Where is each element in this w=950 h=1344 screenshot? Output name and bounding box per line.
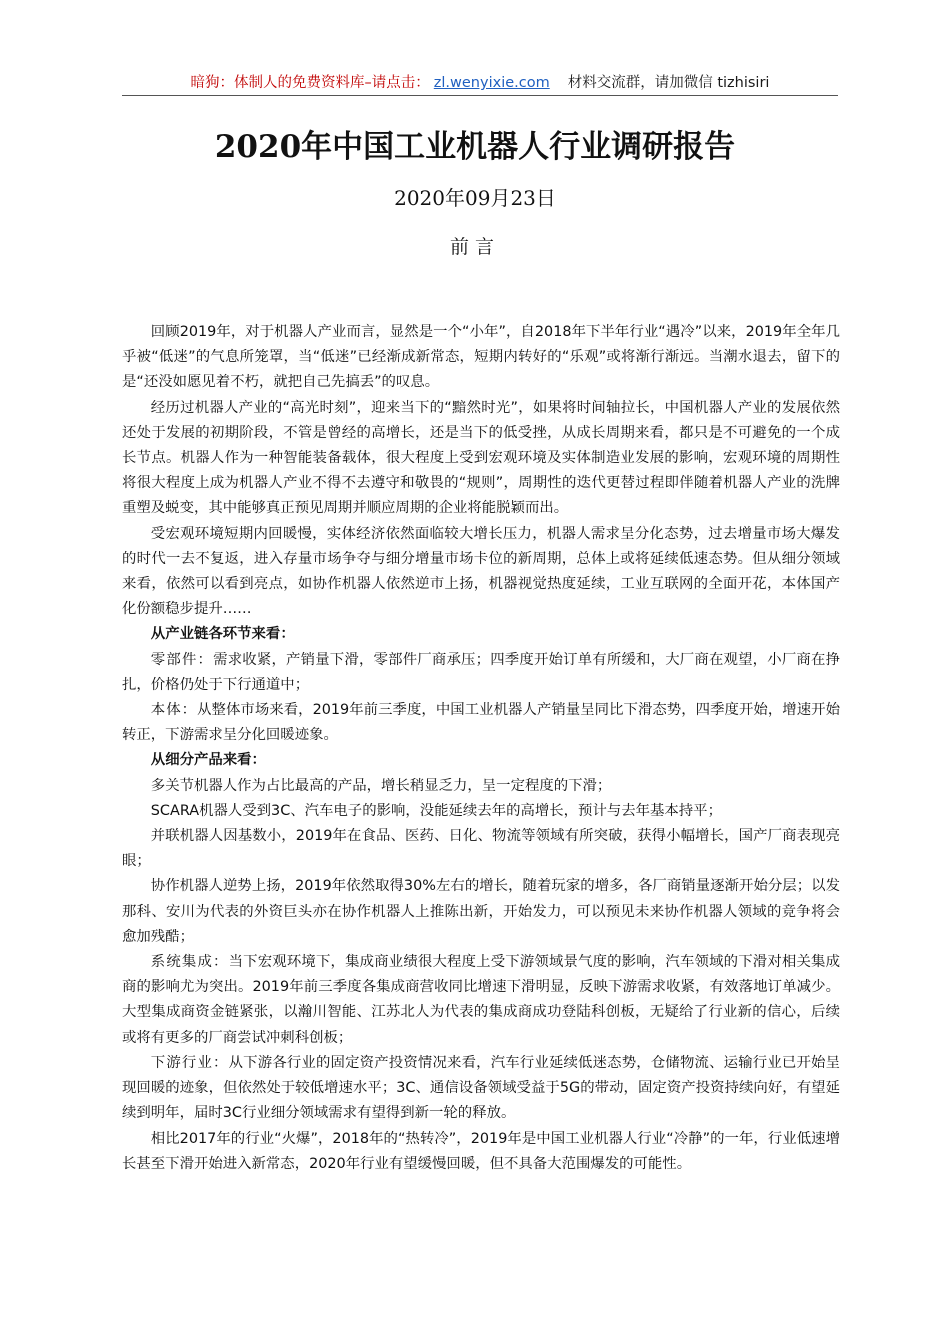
body-paragraph: 回顾2019年，对于机器人产业而言，显然是一个“小年”，自2018年下半年行业“遇冷”以来，2019年全年几乎被“低迷”的气息所笼罩，当“低迷”已经渐成新常态，短期内转好的“乐观”或将渐行渐远。当潮水退去，留下的是“还没如愿见着不朽，就把自己先搞丢”的叹息。 [122,324,840,391]
paragraph-label: 下游行业： [150,1054,229,1071]
header-brand: 暗狗：体制人的免费资料库 [190,75,365,91]
body-paragraph: 协作机器人逆势上扬，2019年依然取得30%左右的增长，随着玩家的增多，各厂商销量逐渐开始分层；以发那科、安川为代表的外资巨头亦在协作机器人上推陈出新，开始发力，可以预见未来协作机器人领域的竞争将会愈加残酷； [122,878,840,945]
paragraph-text: 需求收紧，产销量下滑，零部件厂商承压；四季度开始订单有所缓和，大厂商在观望，小厂商在挣扎，价格仍处于下行通道中； [122,651,840,693]
document-title: 2020年中国工业机器人行业调研报告 [214,129,736,165]
body-paragraph: 相比2017年的行业“火爆”，2018年的“热转冷”，2019年是中国工业机器人行业“冷静”的一年，行业低速增长甚至下滑开始进入新常态，2020年行业有望缓慢回暖，但不具备大范围爆发的可能性。 [122,1130,840,1172]
body-paragraph [122,1051,840,1127]
body-paragraph: 多关节机器人作为占比最高的产品，增长稍显乏力，呈一定程度的下滑； [150,777,612,794]
paragraph-text: 从整体市场来看，2019年前三季度，中国工业机器人产销量呈同比下滑态势，四季度开始，增速开始转正，下游需求呈分化回暖迹象。 [122,702,840,744]
paragraph-label: 本体： [150,702,198,719]
body-paragraph [122,698,840,748]
paragraph-text: 当下宏观环境下，集成商业绩很大程度上受下游领域景气度的影响，汽车领域的下滑对相关集成商的影响尤为突出。2019年前三季度各集成商营收同比增速下滑明显，反映下游需求收紧，有效落地订单减少。大型集成商资金链紧张，以瀚川智能、江苏北人为代表的集成商成功登陆科创板，无疑给了行业新的信心，后续或将有更多的厂商尝试冲刺科创板； [122,954,840,1046]
page-header [122,72,838,94]
document-date: 2020年09月23日 [394,186,556,210]
document-body [122,320,840,1177]
body-paragraph [122,648,840,698]
preface-heading: 前言 [449,236,500,258]
header-prompt: –请点击： [364,75,430,91]
section-heading: 从产业链各环节来看： [150,626,295,643]
body-paragraph: SCARA机器人受到3C、汽车电子的影响，没能延续去年的高增长，预计与去年基本持平； [150,802,722,819]
body-paragraph: 并联机器人因基数小，2019年在食品、医药、日化、物流等领域有所突破，获得小幅增长，国产厂商表现亮眼； [122,828,840,870]
body-paragraph: 受宏观环境短期内回暖慢，实体经济依然面临较大增长压力，机器人需求呈分化态势，过去增量市场大爆发的时代一去不复返，进入存量市场争夺与细分增量市场卡位的新周期，总体上或将延续低速态势。但从细分领域来看，依然可以看到亮点，如协作机器人依然逆市上扬，机器视觉热度延续，工业互联网的全面开花，本体国产化份额稳步提升…… [122,525,840,618]
body-paragraph: 经历过机器人产业的“高光时刻”，迎来当下的“黯然时光”，如果将时间轴拉长，中国机器人产业的发展依然还处于发展的初期阶段，不管是曾经的高增长，还是当下的低受挫，从成长周期来看，都只是不可避免的一个成长节点。机器人作为一种智能装备载体，很大程度上受到宏观环境及实体制造业发展的影响，宏观环境的周期性将很大程度上成为机器人产业不得不去遵守和敬畏的“规则”，周期性的迭代更替过程即伴随着机器人产业的洗牌重塑及蜕变，其中能够真正预见周期并顺应周期的企业将能脱颖而出。 [122,399,840,517]
paragraph-text: 从下游各行业的固定资产投资情况来看，汽车行业延续低迷态势，仓储物流、运输行业已开始呈现回暖的迹象，但依然处于较低增速水平；3C、通信设备领域受益于5G的带动，固定资产投资持续向好，有望延续到明年，届时3C行业细分领域需求有望得到新一轮的释放。 [122,1054,840,1122]
header-contact: 材料交流群，请加微信 tizhisiri [567,75,770,91]
section-heading: 从细分产品来看： [150,752,266,769]
paragraph-label: 零部件： [150,651,214,668]
paragraph-label: 系统集成： [150,954,229,971]
header-link[interactable]: zl.wenyixie.com [433,75,550,91]
body-paragraph [122,950,840,1051]
header-divider [122,95,838,96]
